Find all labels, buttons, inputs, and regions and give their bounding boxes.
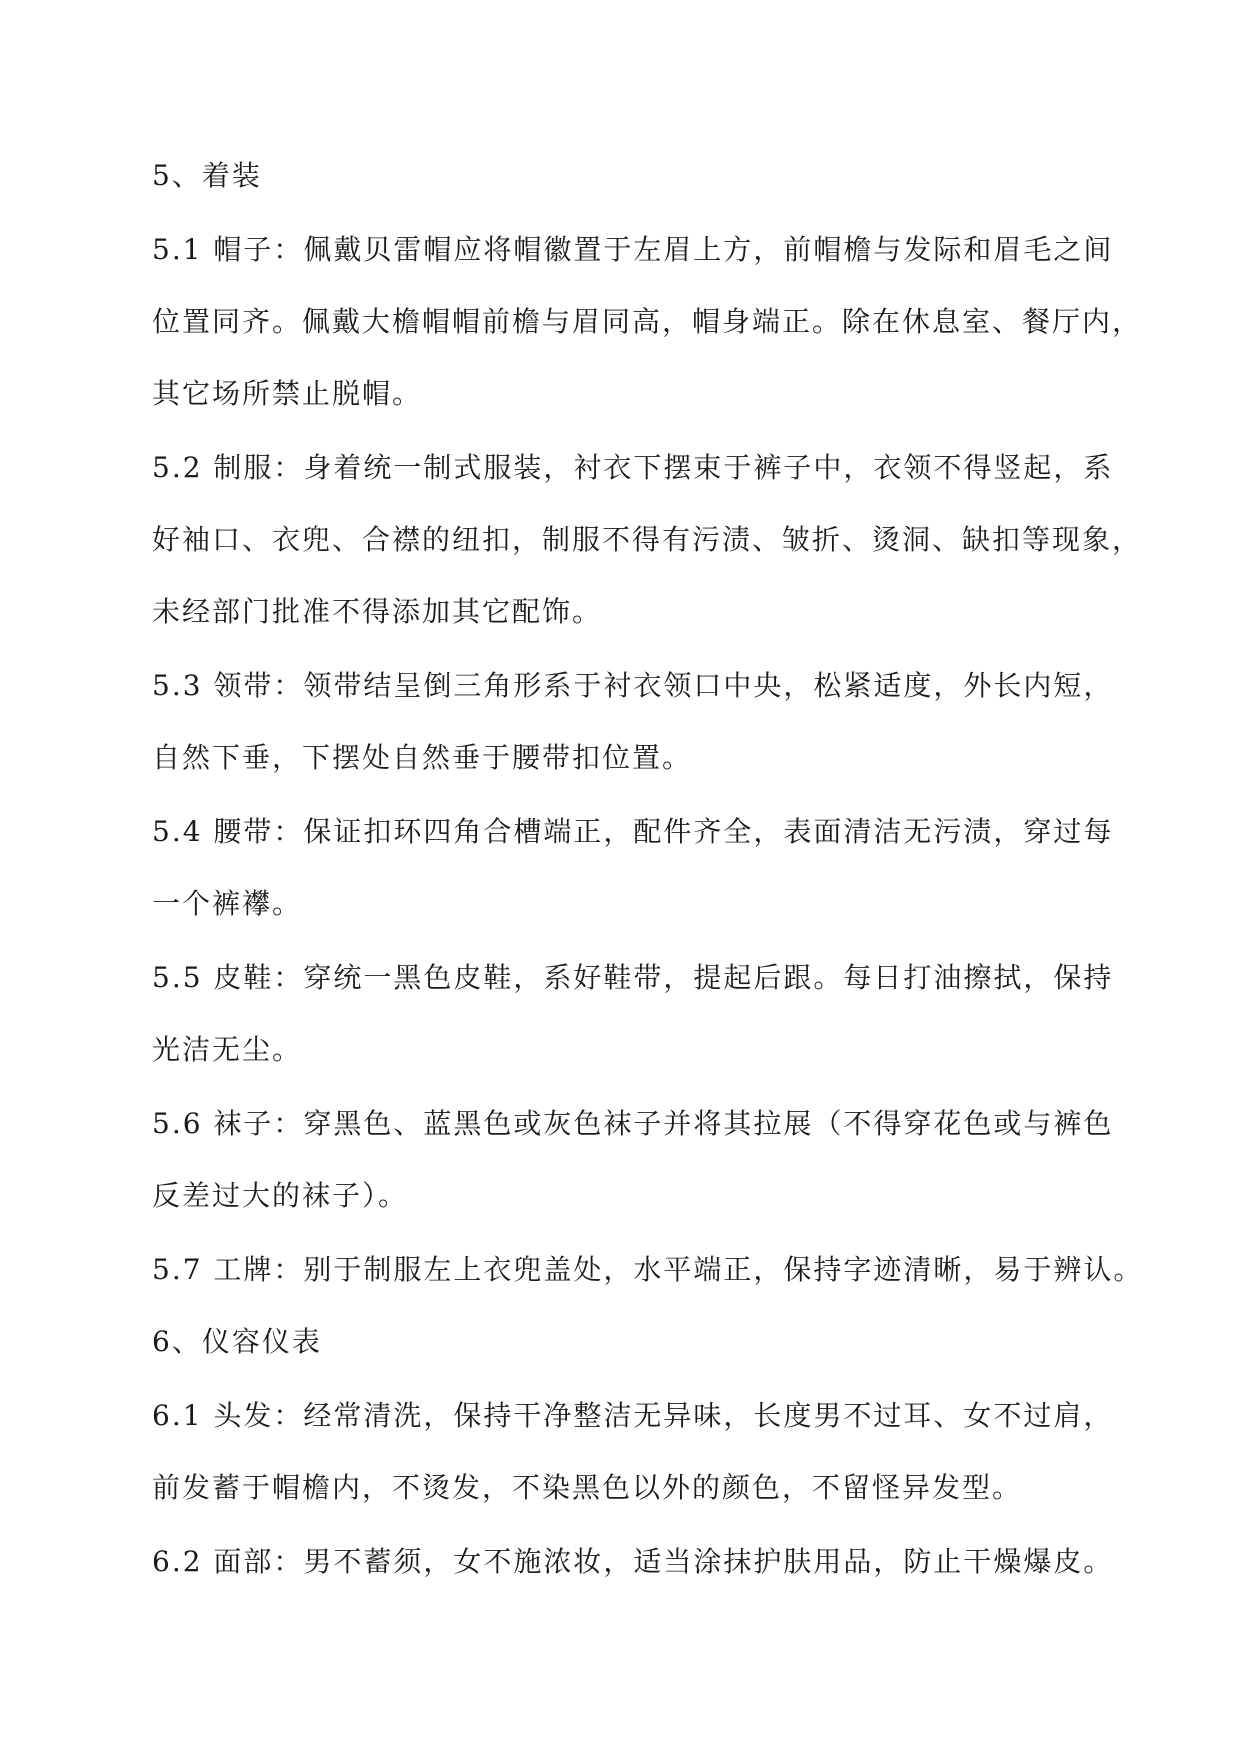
paragraph-line: 5.4 腰带：保证扣环四角合槽端正，配件齐全，表面清洁无污渍，穿过每 [152, 815, 1114, 848]
paragraph-5-3 [152, 668, 1112, 776]
paragraph-line: 5.1 帽子：佩戴贝雷帽应将帽徽置于左眉上方，前帽檐与发际和眉毛之间 [152, 233, 1114, 266]
paragraph-line: 未经部门批准不得添加其它配饰。 [152, 595, 603, 628]
paragraph-line: 6.2 面部：男不蓄须，女不施浓妆，适当涂抹护肤用品，防止干燥爆皮。 [152, 1545, 1114, 1578]
paragraph-line: 自然下垂，下摆处自然垂于腰带扣位置。 [152, 741, 693, 774]
paragraph-5-6 [152, 1106, 1112, 1214]
document-body [152, 158, 1144, 1618]
paragraph-line: 好袖口、衣兜、合襟的纽扣，制服不得有污渍、皱折、烫洞、缺扣等现象， [152, 523, 1143, 556]
paragraph-line: 光洁无尘。 [152, 1033, 303, 1066]
section-heading-5: 5、着装 [152, 159, 262, 192]
paragraph-line: 5.3 领带：领带结呈倒三角形系于衬衣领口中央，松紧适度，外长内短， [152, 669, 1114, 702]
paragraph-line: 6.1 头发：经常清洗，保持干净整洁无异味，长度男不过耳、女不过肩， [152, 1399, 1114, 1432]
paragraph-line: 5.6 袜子：穿黑色、蓝黑色或灰色袜子并将其拉展（不得穿花色或与裤色 [152, 1107, 1114, 1140]
paragraph-line: 一个裤襻。 [152, 887, 303, 920]
paragraph-5-2 [152, 450, 1143, 630]
paragraph-line: 其它场所禁止脱帽。 [152, 377, 423, 410]
section-heading-6: 6、仪容仪表 [152, 1325, 322, 1358]
paragraph-6-1 [152, 1398, 1112, 1506]
paragraph-6-2 [152, 1544, 1112, 1580]
paragraph-line: 反差过大的袜子）。 [152, 1179, 409, 1212]
paragraph-line: 5.7 工牌：别于制服左上衣兜盖处，水平端正，保持字迹清晰，易于辨认。 [152, 1253, 1144, 1286]
paragraph-5-7 [152, 1252, 1144, 1288]
paragraph-line: 前发蓄于帽檐内，不烫发，不染黑色以外的颜色，不留怪异发型。 [152, 1471, 1023, 1504]
paragraph-line: 位置同齐。佩戴大檐帽帽前檐与眉同高，帽身端正。除在休息室、餐厅内， [152, 305, 1143, 338]
paragraph-5-5 [152, 960, 1112, 1068]
paragraph-line: 5.2 制服：身着统一制式服装，衬衣下摆束于裤子中，衣领不得竖起，系 [152, 451, 1114, 484]
paragraph-line: 5.5 皮鞋：穿统一黑色皮鞋，系好鞋带，提起后跟。每日打油擦拭，保持 [152, 961, 1114, 994]
paragraph-5-4 [152, 814, 1112, 922]
paragraph-5-1 [152, 232, 1143, 412]
